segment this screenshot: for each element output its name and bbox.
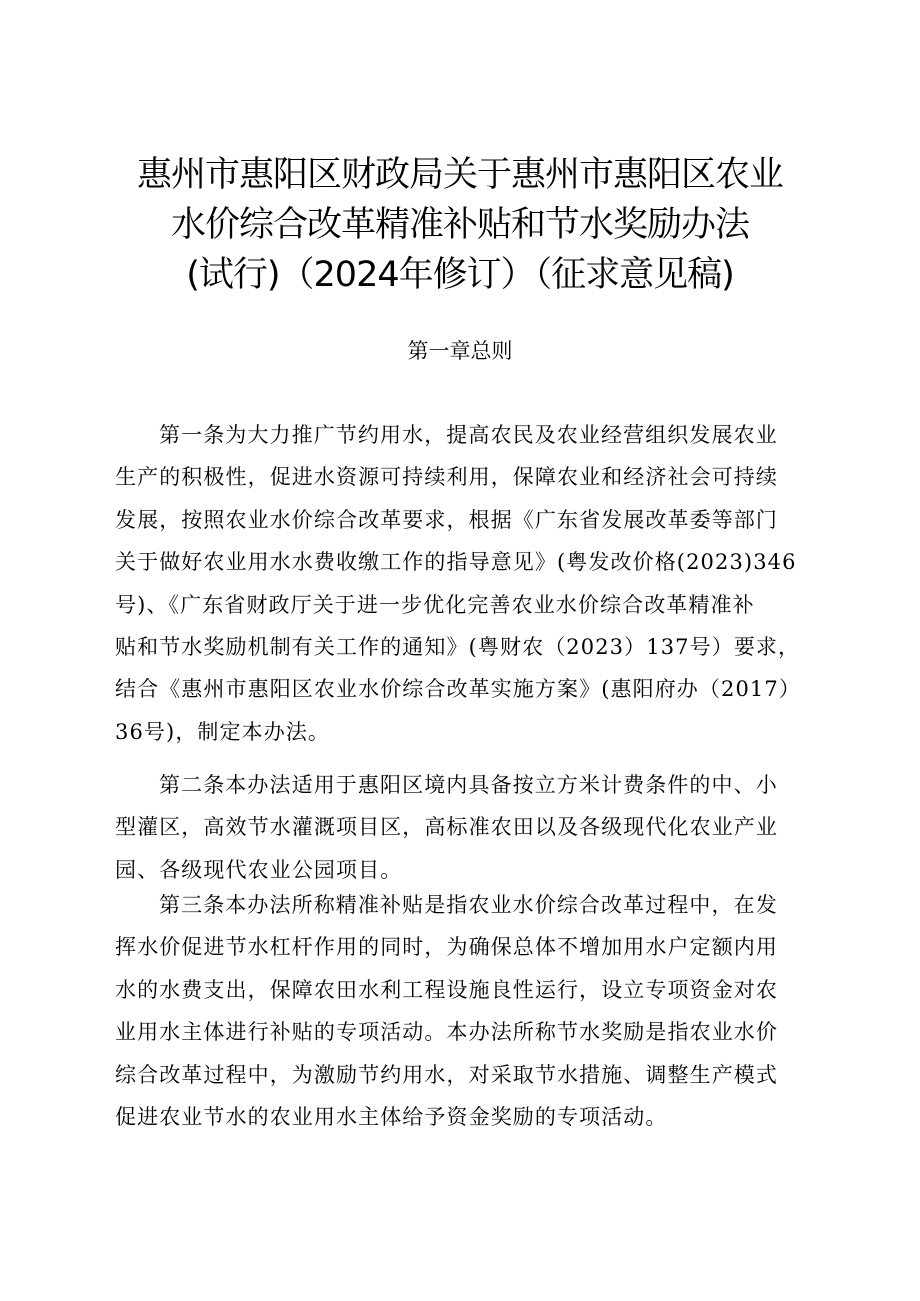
title-line: (试行)（2024年修订）（征求意见稿) xyxy=(186,255,734,295)
article-2 xyxy=(115,764,815,891)
text-line: 36号)，制定本办法。 xyxy=(115,719,331,744)
text-line: 发展，按照农业水价综合改革要求，根据《广东省发展改革委等部门 xyxy=(115,507,778,532)
text-line: 号)、《广东省财政厅关于进一步优化完善农业水价综合改革精准补 xyxy=(115,592,755,617)
text-line: 挥水价促进节水杠杆作用的同时，为确保总体不增加用水户定额内用 xyxy=(115,935,778,960)
text-line: 型灌区，高效节水灌溉项目区，高标准农田以及各级现代化农业产业 xyxy=(115,815,778,840)
title-line: 水价综合改革精准补贴和节水奖励办法 xyxy=(170,205,749,245)
text-line: 综合改革过程中，为激励节约用水，对采取节水措施、调整生产模式 xyxy=(115,1062,778,1087)
text-line: 第三条本办法所称精准补贴是指农业水价综合改革过程中，在发 xyxy=(159,893,778,917)
text-line: 结合《惠州市惠阳区农业水价综合改革实施方案》(惠阳府办（2017） xyxy=(115,677,801,702)
text-line: 水的水费支出，保障农田水利工程设施良性运行，设立专项资金对农 xyxy=(115,977,778,1002)
text-line: 园、各级现代农业公园项目。 xyxy=(115,857,403,882)
text-line: 关于做好农业用水水费收缴工作的指导意见》(粤发改价格(2023)346 xyxy=(115,550,797,575)
text-line: 第二条本办法适用于惠阳区境内具备按立方米计费条件的中、小 xyxy=(159,773,778,797)
article-1 xyxy=(115,414,815,753)
text-line: 业用水主体进行补贴的专项活动。本办法所称节水奖励是指农业水价 xyxy=(115,1020,778,1045)
text-line: 生产的积极性，促进水资源可持续利用，保障农业和经济社会可持续 xyxy=(115,465,778,490)
text-line: 第一条为大力推广节约用水，提高农民及农业经营组织发展农业 xyxy=(159,423,778,447)
text-line: 贴和节水奖励机制有关工作的通知》(粤财农（2023）137号）要求， xyxy=(115,634,801,659)
document-title xyxy=(0,150,920,300)
article-3 xyxy=(115,884,815,1138)
chapter-heading: 第一章总则 xyxy=(407,339,513,363)
text-line: 促进农业节水的农业用水主体给予资金奖励的专项活动。 xyxy=(115,1104,668,1129)
title-line: 惠州市惠阳区财政局关于惠州市惠阳区农业 xyxy=(136,155,783,195)
